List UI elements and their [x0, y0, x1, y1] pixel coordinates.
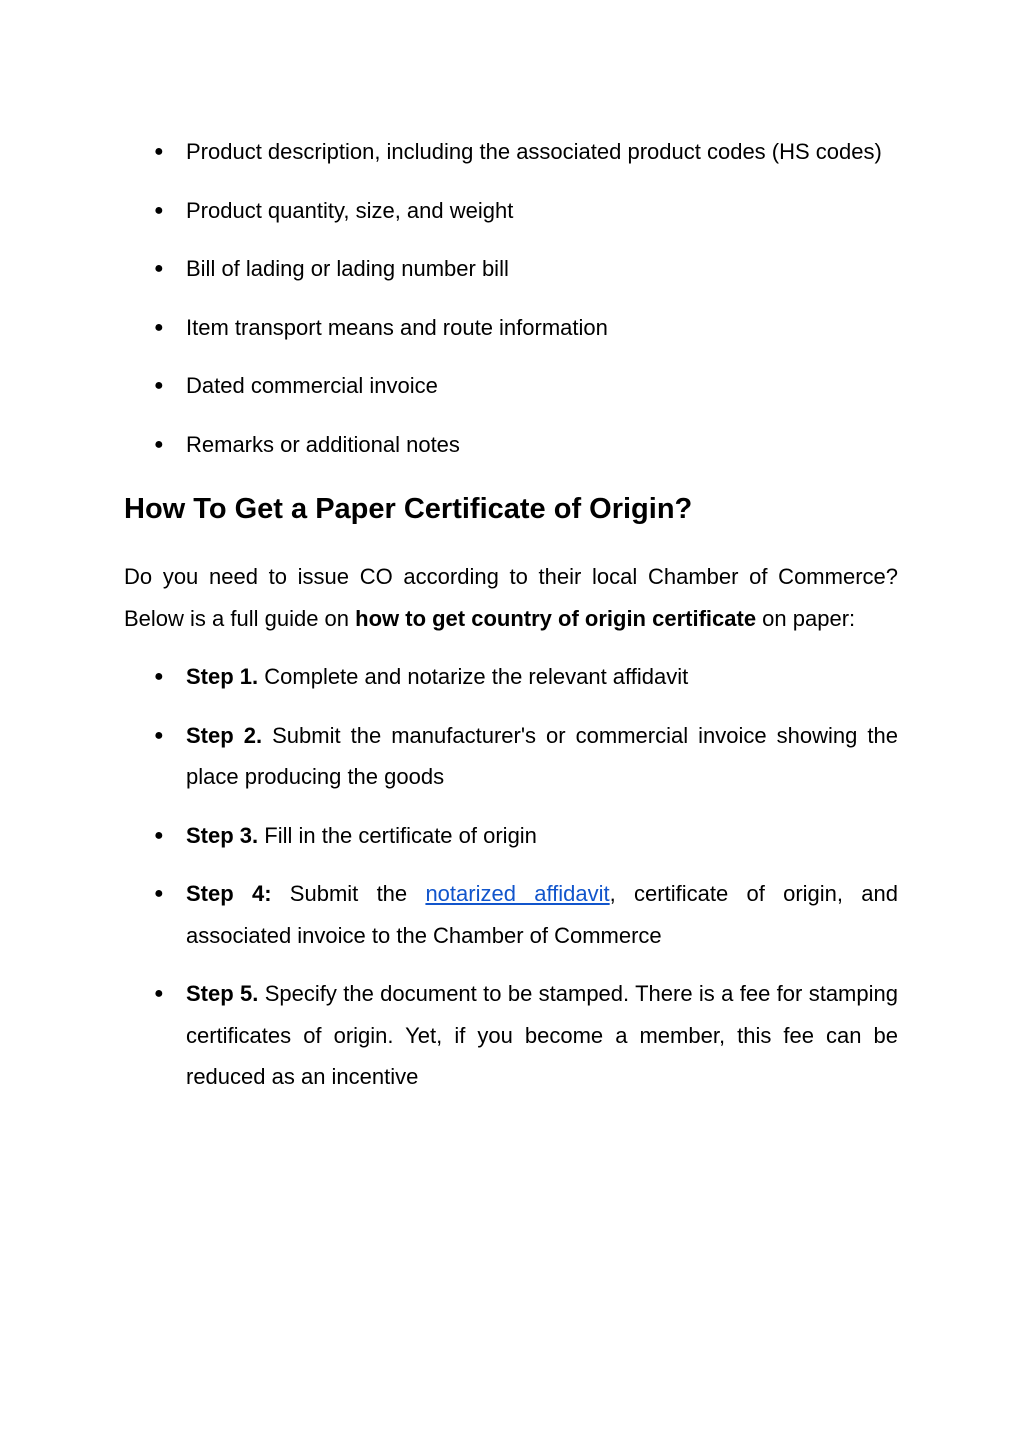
bullet-icon: ● — [154, 318, 164, 336]
bullet-icon: ● — [154, 726, 164, 744]
intro-paragraph — [124, 556, 898, 639]
list-item — [124, 424, 898, 466]
list-item-text: Product quantity, size, and weight — [186, 197, 514, 223]
step-label: Step 2. — [186, 722, 263, 748]
step-item-2 — [124, 715, 898, 798]
step-item-5 — [124, 973, 898, 1098]
bullet-icon: ● — [154, 435, 164, 453]
list-item-text: Bill of lading or lading number bill — [186, 256, 509, 281]
list-item — [124, 248, 898, 290]
bullet-icon: ● — [154, 985, 164, 1002]
bullet-icon: ● — [154, 885, 164, 902]
step-text-end: , certificate of origin, and associated invoice to the Chamber of Commerce — [186, 881, 899, 948]
step-text: Fill in the certificate of origin — [258, 822, 537, 848]
intro-text: Do you need to issue CO according to their local Chamber of Commerce? Below is a full guide on — [124, 564, 898, 631]
list-item — [124, 307, 898, 349]
intro-text-end: on paper: — [756, 605, 856, 631]
step-label: Step 4: — [186, 881, 272, 906]
bullet-icon: ● — [154, 826, 164, 844]
intro-bold-text: how to get country of origin certificate — [355, 605, 757, 631]
notarized-affidavit-link[interactable]: notarized affidavit — [425, 881, 610, 906]
list-item-text: Product description, including the associated product codes (HS codes) — [186, 139, 882, 164]
step-item-1 — [124, 656, 898, 698]
bullet-icon: ● — [154, 201, 164, 219]
co-details-list — [124, 131, 898, 465]
section-heading: How To Get a Paper Certificate of Origin? — [124, 493, 693, 525]
step-label: Step 3. — [186, 822, 259, 848]
step-item-3 — [124, 815, 898, 857]
step-label: Step 5. — [186, 981, 259, 1006]
step-label: Step 1. — [186, 664, 259, 689]
list-item-text: Item transport means and route information — [186, 314, 608, 340]
list-item-text: Remarks or additional notes — [186, 431, 460, 457]
bullet-icon: ● — [154, 377, 164, 394]
step-text: Complete and notarize the relevant affidavit — [258, 664, 689, 689]
document-page — [124, 131, 898, 1098]
step-text: Specify the document to be stamped. There is a fee for stamping certificates of origin. Yet, if you become a member, this fee can be reduced as an incentive — [186, 981, 898, 1089]
list-item-text: Dated commercial invoice — [186, 373, 438, 398]
step-item-4 — [124, 873, 898, 956]
steps-list — [124, 656, 898, 1098]
step-text: Submit the — [271, 881, 426, 906]
list-item — [124, 131, 898, 173]
list-item — [124, 365, 898, 407]
bullet-icon: ● — [154, 668, 164, 685]
bullet-icon: ● — [154, 260, 164, 277]
list-item — [124, 190, 898, 232]
bullet-icon: ● — [154, 143, 164, 160]
step-text: Submit the manufacturer's or commercial invoice showing the place producing the goods — [186, 722, 898, 789]
